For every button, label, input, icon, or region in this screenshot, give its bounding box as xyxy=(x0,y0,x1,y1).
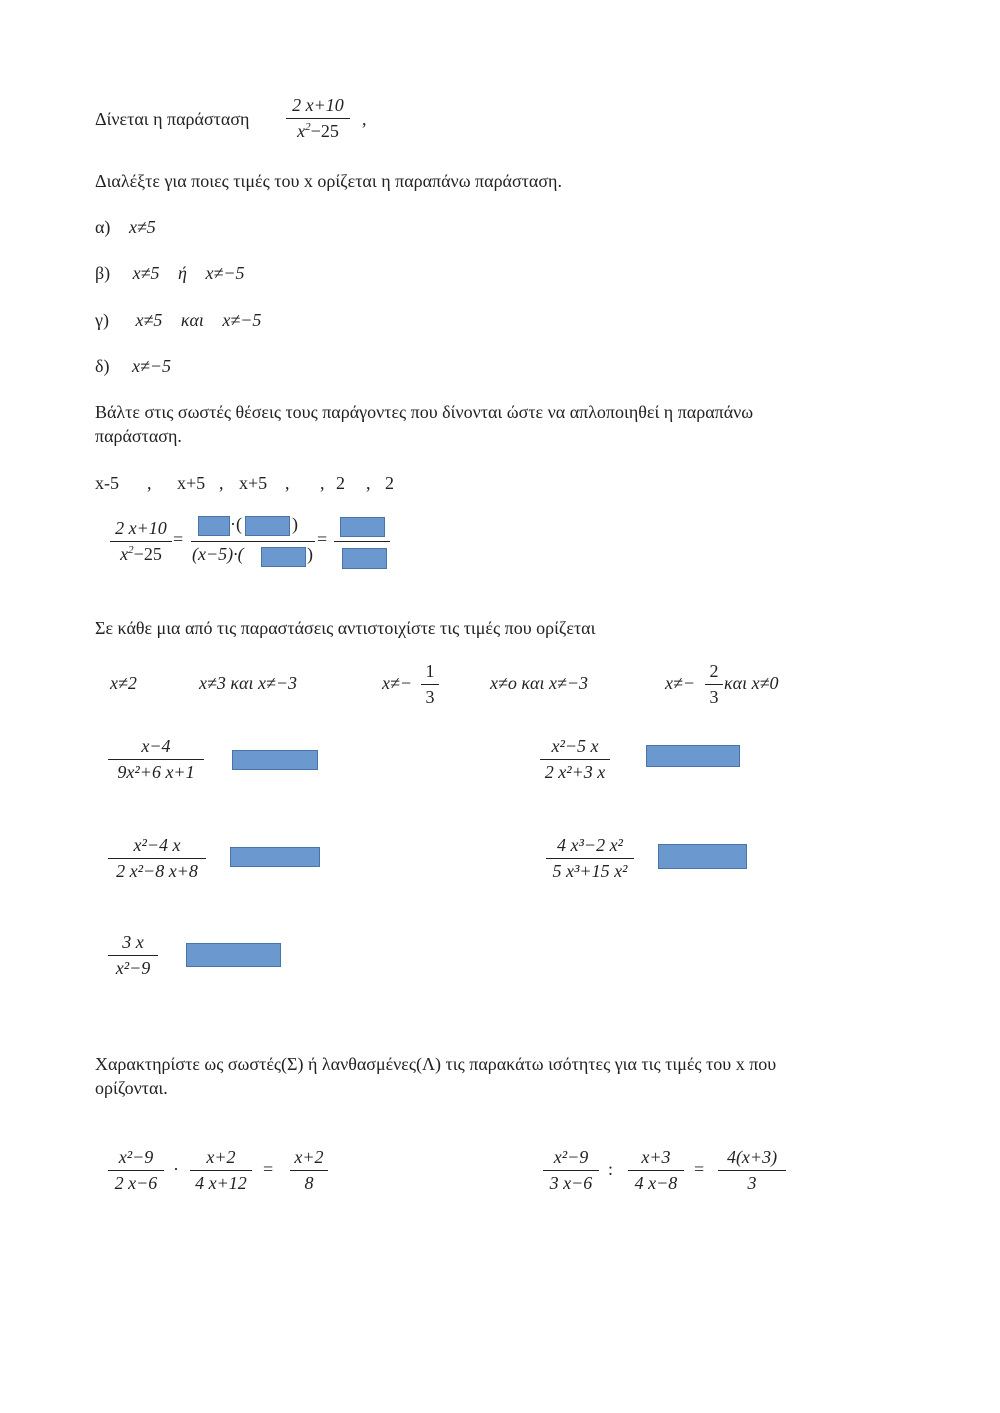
option-letter: γ) xyxy=(95,310,109,330)
intro-fraction xyxy=(286,94,350,142)
q3-fraction-4: 4 x³−2 x² 5 x³+15 x² xyxy=(546,834,634,882)
q3-fraction-5: 3 x x²−9 xyxy=(108,931,158,979)
choice-chip[interactable]: x≠− xyxy=(665,673,696,693)
q4-eq2-f1: x²−9 3 x−6 xyxy=(543,1146,599,1194)
option-expr2: x≠−5 xyxy=(222,310,262,330)
q4-eq2-f2: x+3 4 x−8 xyxy=(628,1146,684,1194)
q3-fraction-1: x−4 9x²+6 x+1 xyxy=(108,735,204,783)
intro-fraction-numerator: 2 x+10 xyxy=(292,95,344,115)
q4-eq1-result: x+2 8 xyxy=(290,1146,328,1194)
intro-fraction-denominator: $x^2-25$ xyxy=(297,121,339,141)
option-expr: x≠5 xyxy=(128,217,156,237)
dropzone-num-2[interactable] xyxy=(245,516,290,536)
q4-eq1-operator: · xyxy=(173,1159,179,1179)
q1-option-a[interactable] xyxy=(95,215,156,239)
option-expr: x≠5 xyxy=(135,310,163,330)
factor-separator: , xyxy=(147,473,152,493)
factor-chip[interactable]: x+5 xyxy=(177,473,206,493)
dropzone-q3-4[interactable] xyxy=(658,844,747,869)
option-expr2: x≠−5 xyxy=(205,263,245,283)
q1-option-d[interactable] xyxy=(95,354,171,378)
intro-text: Δίνεται η παράσταση xyxy=(95,109,250,129)
factor-separator: , xyxy=(219,473,224,493)
q2-den-close: ) xyxy=(307,544,313,564)
q2-prompt-line2: παράσταση. xyxy=(95,426,182,446)
factor-chip[interactable]: 2 xyxy=(336,473,345,493)
intro-comma: , xyxy=(362,109,367,129)
q4-eq1-f1: x²−9 2 x−6 xyxy=(108,1146,164,1194)
q1-prompt: Διαλέξτε για ποιες τιμές του x ορίζεται η παραπάνω παράσταση. xyxy=(95,171,562,191)
choice-chip[interactable]: x≠− xyxy=(382,673,413,693)
equals-sign: = xyxy=(317,529,328,549)
equals-sign: = xyxy=(263,1159,274,1179)
q2-lhs-fraction: 2 x+10 $x^2-25$ xyxy=(110,517,172,565)
dropzone-q3-1[interactable] xyxy=(232,750,318,770)
q1-option-c[interactable] xyxy=(95,308,261,332)
option-expr: x≠−5 xyxy=(131,356,171,376)
equals-sign: = xyxy=(694,1159,705,1179)
option-letter: α) xyxy=(95,217,111,237)
q1-option-b[interactable] xyxy=(95,261,244,285)
q3-fraction-2: x²−5 x 2 x²+3 x xyxy=(540,735,610,783)
factor-separator: , xyxy=(366,473,371,493)
q2-close-paren: ) xyxy=(292,514,298,534)
q4-prompt-line1: Χαρακτηρίστε ως σωστές(Σ) ή λανθασμένες(Λ) τις παρακάτω ισότητες για τις τιμές του x που xyxy=(95,1054,777,1074)
choice-c5-rhs: και x≠0 xyxy=(724,673,779,693)
choice-c5-fraction: 2 3 xyxy=(705,660,723,708)
dropzone-q3-2[interactable] xyxy=(646,745,740,767)
factor-chip[interactable]: 2 xyxy=(385,473,394,493)
q4-eq2-operator: : xyxy=(608,1159,614,1179)
choice-c3-fraction: 1 3 xyxy=(421,660,439,708)
option-conj: ή xyxy=(178,263,187,283)
q2-den-open: (x−5)·( xyxy=(192,544,244,564)
option-expr: x≠5 xyxy=(132,263,160,283)
dropzone-result-den[interactable] xyxy=(342,548,387,569)
equals-sign: = xyxy=(173,529,184,549)
q4-eq2-result: 4(x+3) 3 xyxy=(718,1146,786,1194)
option-letter: δ) xyxy=(95,356,110,376)
q3-prompt: Σε κάθε μια από τις παραστάσεις αντιστοιχίστε τις τιμές που ορίζεται xyxy=(95,618,596,638)
q2-result-fraction-bar xyxy=(334,541,390,542)
dropzone-result-num[interactable] xyxy=(340,517,385,537)
option-conj: και xyxy=(180,310,204,330)
dropzone-num-1[interactable] xyxy=(198,516,230,536)
q2-main-fraction-bar xyxy=(191,541,315,542)
factor-separator: , xyxy=(320,473,325,493)
dropzone-den-1[interactable] xyxy=(261,547,306,567)
q3-fraction-3: x²−4 x 2 x²−8 x+8 xyxy=(108,834,206,882)
q2-prompt-line1: Βάλτε στις σωστές θέσεις τους παράγοντες που δίνονται ώστε να απλοποιηθεί η παραπάνω xyxy=(95,402,754,422)
factor-separator: , xyxy=(285,473,290,493)
q2-dot-paren: ·( xyxy=(230,514,242,534)
choice-chip[interactable]: x≠o και x≠−3 xyxy=(490,673,588,693)
factor-chip[interactable]: x+5 xyxy=(239,473,268,493)
q4-eq1-f2: x+2 4 x+12 xyxy=(190,1146,252,1194)
choice-chip[interactable]: x≠2 xyxy=(110,673,137,693)
factor-chip[interactable]: x-5 xyxy=(95,473,119,493)
dropzone-q3-3[interactable] xyxy=(230,847,320,867)
choice-chip[interactable]: x≠3 και x≠−3 xyxy=(199,673,297,693)
q4-prompt-line2: ορίζονται. xyxy=(95,1078,168,1098)
option-letter: β) xyxy=(95,263,111,283)
dropzone-q3-5[interactable] xyxy=(186,943,281,967)
